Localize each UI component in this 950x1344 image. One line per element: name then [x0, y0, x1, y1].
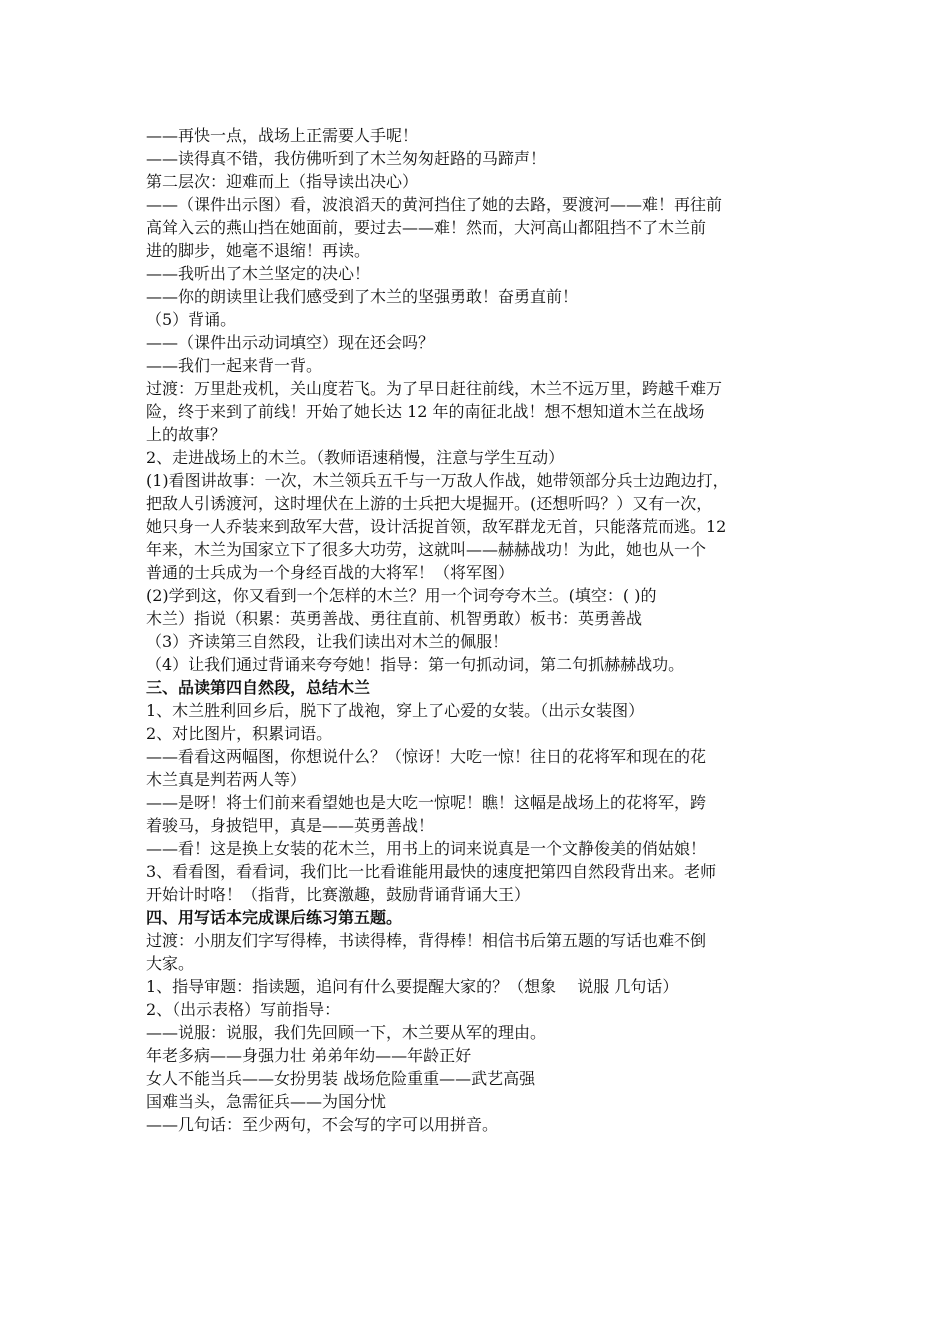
- text-line: ——看！这是换上女装的花木兰，用书上的词来说真是一个文静俊美的俏姑娘！: [146, 839, 707, 858]
- text-line: ——说服：说服，我们先回顾一下，木兰要从军的理由。: [146, 1023, 547, 1042]
- section-heading: 三、品读第四自然段，总结木兰: [146, 678, 371, 697]
- text-line: 1、木兰胜利回乡后，脱下了战袍，穿上了心爱的女装。（出示女装图）: [146, 701, 645, 720]
- text-line: 过渡：万里赴戎机，关山度若飞。为了早日赶往前线，木兰不远万里，跨越千难万: [146, 379, 723, 398]
- text-line: 普通的士兵成为一个身经百战的大将军！（将军图）: [146, 563, 515, 582]
- text-line: ——看看这两幅图，你想说什么？（惊讶！大吃一惊！往日的花将军和现在的花: [146, 747, 707, 766]
- text-line: 着骏马，身披铠甲，真是——英勇善战！: [146, 816, 435, 835]
- document-page: [146, 124, 826, 1136]
- text-line: ——再快一点，战场上正需要人手呢！: [146, 126, 419, 145]
- text-line: 木兰真是判若两人等）: [146, 770, 307, 789]
- text-line: （5）背诵。: [146, 310, 237, 329]
- text-line: 木兰）指说（积累：英勇善战、勇往直前、机智勇敢）板书：英勇善战: [146, 609, 643, 628]
- text-line: 国难当头，急需征兵——为国分忧: [146, 1092, 387, 1111]
- text-line: 2、对比图片，积累词语。: [146, 724, 333, 743]
- text-line: 3、看看图，看看词，我们比一比看谁能用最快的速度把第四自然段背出来。老师: [146, 862, 717, 881]
- text-line: （3）齐读第三自然段，让我们读出对木兰的佩服！: [146, 632, 509, 651]
- text-line: 进的脚步，她毫不退缩！再读。: [146, 241, 371, 260]
- text-line: 女人不能当兵——女扮男装 战场危险重重——武艺高强: [146, 1069, 536, 1088]
- text-line: ——你的朗读里让我们感受到了木兰的坚强勇敢！奋勇直前！: [146, 287, 579, 306]
- text-line: ——是呀！将士们前来看望她也是大吃一惊呢！瞧！这幅是战场上的花将军，跨: [146, 793, 707, 812]
- text-line: 年老多病——身强力壮 弟弟年幼——年龄正好: [146, 1046, 472, 1065]
- text-line: 大家。: [146, 954, 195, 973]
- text-line: （4）让我们通过背诵来夸夸她！指导：第一句抓动词，第二句抓赫赫战功。: [146, 655, 685, 674]
- text-line: (1)看图讲故事：一次，木兰领兵五千与一万敌人作战，她带领部分兵士边跑边打，: [146, 471, 729, 490]
- text-line: ——我听出了木兰坚定的决心！: [146, 264, 371, 283]
- text-line: 1、指导审题：指读题，追问有什么要提醒大家的？（想象 说服 几句话）: [146, 977, 679, 996]
- text-line: (2)学到这，你又看到一个怎样的木兰？用一个词夸夸木兰。(填空：( )的: [146, 586, 657, 605]
- text-line: 把敌人引诱渡河，这时埋伏在上游的士兵把大堤掘开。(还想听吗？）又有一次，: [146, 494, 713, 513]
- text-line: ——（课件出示图）看，波浪滔天的黄河挡住了她的去路，要渡河——难！再往前: [146, 195, 723, 214]
- text-line: ——几句话：至少两句，不会写的字可以用拼音。: [146, 1115, 499, 1134]
- text-line: 2、走进战场上的木兰。（教师语速稍慢，注意与学生互动）: [146, 448, 565, 467]
- text-line: 年来，木兰为国家立下了很多大功劳，这就叫——赫赫战功！为此，她也从一个: [146, 540, 707, 559]
- text-line: ——（课件出示动词填空）现在还会吗？: [146, 333, 435, 352]
- text-line: 上的故事？: [146, 425, 227, 444]
- text-line: ——读得真不错，我仿佛听到了木兰匆匆赶路的马蹄声！: [146, 149, 547, 168]
- text-line: 高耸入云的燕山挡在她面前，要过去——难！然而，大河高山都阻挡不了木兰前: [146, 218, 707, 237]
- text-line: 过渡：小朋友们字写得棒，书读得棒，背得棒！相信书后第五题的写话也难不倒: [146, 931, 707, 950]
- text-line: ——我们一起来背一背。: [146, 356, 323, 375]
- section-heading: 四、用写话本完成课后练习第五题。: [146, 908, 403, 927]
- text-line: 开始计时咯！（指背，比赛激趣，鼓励背诵背诵大王）: [146, 885, 531, 904]
- text-line: 她只身一人乔装来到敌军大营，设计活捉首领，敌军群龙无首，只能落荒而逃。12: [146, 517, 727, 536]
- subsection-heading: 第二层次：迎难而上（指导读出决心）: [146, 172, 419, 191]
- text-line: 2、（出示表格）写前指导：: [146, 1000, 341, 1019]
- text-line: 险，终于来到了前线！开始了她长达 12 年的南征北战！想不想知道木兰在战场: [146, 402, 705, 421]
